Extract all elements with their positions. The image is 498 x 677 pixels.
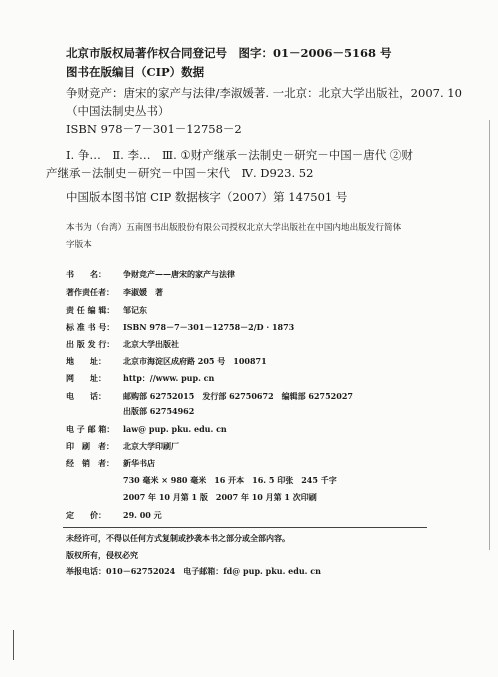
edition-line: 2007 年 10 月第 1 版 2007 年 10 月第 1 次印刷 bbox=[123, 492, 317, 502]
footer-report-contact: 举报电话：010－62752024 电子邮箱：fd@ pup. pku. edu. cn bbox=[66, 566, 321, 576]
isbn-value: ISBN 978－7－301－12758－2/D · 1873 bbox=[123, 322, 295, 332]
price-value: 29. 00 元 bbox=[123, 510, 162, 520]
email-value: law@ pup. pku. edu. cn bbox=[123, 424, 227, 434]
cip-series-line: （中国法制史丛书） bbox=[66, 104, 170, 118]
printer-value: 北京大学印刷厂 bbox=[123, 441, 179, 451]
footer-rights: 版权所有，侵权必究 bbox=[66, 550, 138, 560]
phone-label: 电 话： bbox=[66, 391, 106, 401]
price-label: 定 价： bbox=[66, 510, 106, 520]
phone-value-2: 出版部 62754962 bbox=[123, 406, 195, 416]
cip-subject-line-2: 产继承－法制史－研究－中国－宋代 Ⅳ. D923. 52 bbox=[46, 166, 314, 180]
page-edge-left-mark bbox=[13, 630, 14, 660]
address-label: 地 址： bbox=[66, 356, 106, 366]
registration-number: 北京市版权局著作权合同登记号 图字：01－2006－5168 号 bbox=[66, 46, 392, 60]
publisher-label: 出 版 发 行： bbox=[66, 339, 115, 349]
website-label: 网 址： bbox=[66, 373, 106, 383]
website-value: http：//www. pup. cn bbox=[123, 373, 215, 383]
editor-value: 邹记东 bbox=[123, 305, 147, 315]
section-divider bbox=[63, 527, 427, 528]
editor-label: 责 任 编 辑： bbox=[66, 305, 115, 315]
authorization-line-1: 本书为（台湾）五南图书出版股份有限公司授权北京大学出版社在中国内地出版发行简体 bbox=[66, 223, 402, 233]
isbn-label: 标 准 书 号： bbox=[66, 322, 115, 332]
footer-notice: 未经许可，不得以任何方式复制或抄袭本书之部分或全部内容。 bbox=[66, 533, 290, 543]
distributor-value: 新华书店 bbox=[123, 458, 155, 468]
cip-core-number: 中国版本图书馆 CIP 数据核字（2007）第 147501 号 bbox=[66, 190, 348, 204]
phone-value-1: 邮购部 62752015 发行部 62750672 编辑部 62752027 bbox=[123, 391, 353, 401]
author-label: 著作责任者： bbox=[66, 287, 114, 297]
cip-title-line: 争财竞产：唐宋的家产与法律/李淑媛著. 一北京：北京大学出版社，2007. 10 bbox=[66, 86, 462, 100]
spec-line: 730 毫米 × 980 毫米 16 开本 16. 5 印张 245 千字 bbox=[123, 475, 337, 485]
book-title-value: 争财竞产——唐宋的家产与法律 bbox=[123, 269, 235, 279]
cip-subject-line-1: Ⅰ. 争… Ⅱ. 李… Ⅲ. ①财产继承－法制史－研究－中国－唐代 ②财 bbox=[66, 148, 413, 162]
author-value: 李淑媛 著 bbox=[123, 287, 163, 297]
email-label: 电 子 邮 箱： bbox=[66, 424, 115, 434]
book-title-label: 书 名： bbox=[66, 269, 106, 279]
page-edge-right bbox=[489, 120, 490, 550]
distributor-label: 经 销 者： bbox=[66, 458, 114, 468]
cip-isbn-line: ISBN 978－7－301－12758－2 bbox=[66, 122, 242, 136]
cip-heading: 图书在版编目（CIP）数据 bbox=[66, 65, 205, 79]
authorization-line-2: 字版本 bbox=[66, 240, 92, 250]
publisher-value: 北京大学出版社 bbox=[123, 339, 179, 349]
printer-label: 印 刷 者： bbox=[66, 441, 114, 451]
address-value: 北京市海淀区成府路 205 号 100871 bbox=[123, 356, 267, 366]
